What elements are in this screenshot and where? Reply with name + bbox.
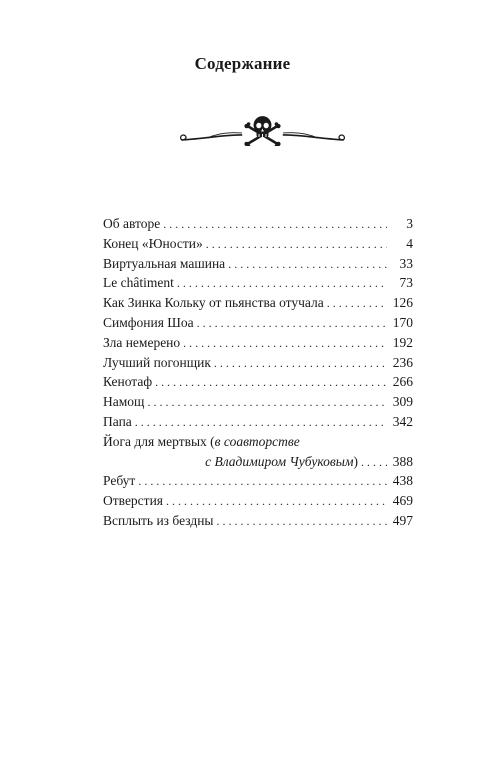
toc-entry-title: Отверстия [103, 493, 164, 509]
toc-entry-title-line1 [103, 432, 300, 452]
toc-entry-title: Йога для мертвых [103, 433, 207, 449]
toc-entry-title: Симфония Шоа [103, 314, 194, 330]
dot-leader [135, 413, 387, 433]
toc-entry-page: 469 [392, 493, 413, 509]
toc-entry-page: 236 [392, 354, 413, 370]
dot-leader [183, 334, 387, 354]
dot-leader [138, 472, 387, 492]
dot-leader [206, 235, 387, 255]
toc-entry-title: Намощ [103, 394, 145, 410]
toc-entry-page: 73 [399, 275, 413, 291]
toc-entry[interactable] [103, 234, 413, 254]
toc-entry-title: Об авторе [103, 216, 161, 231]
dot-leader [147, 393, 387, 413]
toc-entry[interactable] [103, 333, 413, 353]
dot-leader [228, 255, 387, 275]
toc-entry[interactable] [103, 293, 413, 313]
toc-entry-title: Кенотаф [103, 374, 153, 390]
toc-entry-title: Зла немерено [103, 334, 181, 350]
dot-leader [361, 453, 387, 473]
table-of-contents [103, 214, 413, 531]
toc-entry-page: 4 [406, 235, 413, 251]
toc-entry-title: Виртуальная машина [103, 255, 226, 271]
toc-entry-multiline[interactable] [103, 432, 413, 452]
toc-entry-title: Как Зинка Кольку от пьянства отучала [103, 295, 324, 311]
toc-entry-title: Конец «Юности» [103, 235, 203, 251]
toc-entry-title: Лучший погонщик [103, 354, 211, 370]
page-title: Содержание [194, 54, 291, 73]
toc-entry[interactable] [103, 471, 413, 491]
dot-leader [197, 314, 387, 334]
toc-entry-page: 309 [392, 394, 413, 410]
skull-and-crossbones-flourish-icon [178, 114, 347, 146]
toc-entry-page: 266 [392, 374, 413, 390]
dot-leader [327, 294, 387, 314]
toc-entry-page: 342 [392, 413, 413, 429]
close-paren: ) [353, 453, 358, 469]
toc-entry[interactable] [103, 412, 413, 432]
toc-entry-title: Le châtiment [103, 275, 174, 291]
toc-entry-title: Ребут [103, 473, 136, 489]
toc-entry[interactable] [103, 372, 413, 392]
toc-entry-page: 170 [392, 314, 413, 330]
co-author-credit-line2: с Владимиром Чубуковым [205, 453, 354, 469]
dot-leader [166, 492, 387, 512]
toc-entry-title: Всплыть из бездны [103, 512, 214, 528]
toc-entry[interactable] [103, 392, 413, 412]
dot-leader [217, 512, 388, 532]
toc-entry-title-line2 [205, 452, 358, 472]
co-author-credit-line1: в соавторстве [214, 433, 300, 449]
toc-entry-page: 3 [406, 216, 413, 231]
toc-entry-page: 438 [392, 473, 413, 489]
toc-entry[interactable] [103, 491, 413, 511]
toc-entry[interactable] [103, 353, 413, 373]
toc-entry-continuation[interactable] [103, 452, 413, 472]
toc-entry-page: 126 [392, 295, 413, 311]
toc-entry-page: 33 [399, 255, 413, 271]
open-paren: ( [206, 433, 215, 449]
dot-leader [214, 354, 387, 374]
dot-leader [163, 215, 387, 235]
toc-entry[interactable] [103, 273, 413, 293]
toc-entry-page: 192 [392, 334, 413, 350]
toc-entry-title: Папа [103, 413, 132, 429]
toc-entry-page: 497 [392, 512, 413, 528]
toc-entry[interactable] [103, 511, 413, 531]
toc-entry[interactable] [103, 313, 413, 333]
toc-entry[interactable] [103, 254, 413, 274]
dot-leader [177, 274, 387, 294]
toc-entry-page: 388 [392, 453, 413, 469]
dot-leader [155, 373, 387, 393]
toc-entry[interactable] [103, 214, 413, 234]
